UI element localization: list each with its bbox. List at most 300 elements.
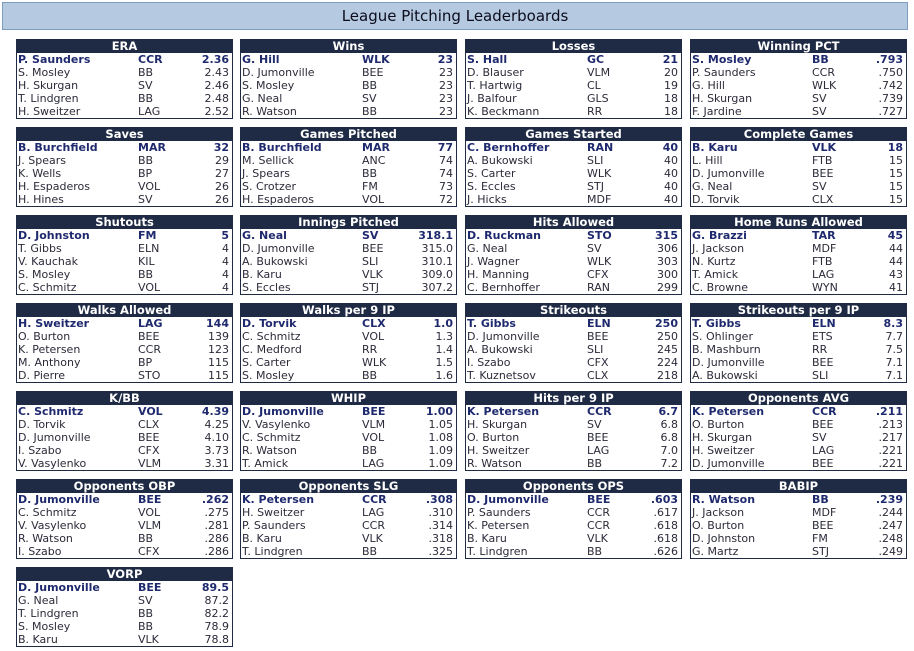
- leaderboard-row: [466, 154, 681, 167]
- stat-value: .310: [428, 506, 453, 519]
- leaderboard-row: [466, 53, 681, 66]
- leaderboard-row: [691, 242, 906, 255]
- team-abbr: CLX: [362, 317, 386, 330]
- leaderboard-row: [691, 141, 906, 154]
- team-abbr: BB: [812, 53, 829, 66]
- team-abbr: SV: [138, 193, 153, 206]
- stat-value: 18: [887, 141, 903, 154]
- leaderboard-row: [691, 268, 906, 281]
- leaderboard-row: [466, 330, 681, 343]
- team-abbr: CCR: [587, 506, 611, 519]
- leaderboard-row: [466, 242, 681, 255]
- player-name: I. Szabo: [467, 356, 511, 369]
- team-abbr: RR: [812, 343, 828, 356]
- stat-value: 40: [664, 180, 678, 193]
- stat-value: 4.39: [201, 405, 229, 418]
- team-abbr: ANC: [362, 154, 386, 167]
- stat-value: 78.9: [204, 620, 229, 633]
- player-name: T. Hartwig: [467, 79, 523, 92]
- team-abbr: VLK: [812, 141, 837, 154]
- team-abbr: VLK: [138, 633, 159, 646]
- leaderboard-row: [691, 532, 906, 545]
- leaderboard-row: [241, 405, 456, 418]
- team-abbr: BB: [362, 444, 378, 457]
- player-name: S. Ohlinger: [692, 330, 753, 343]
- team-abbr: SLI: [587, 154, 604, 167]
- team-abbr: VOL: [362, 330, 385, 343]
- stat-value: 74: [439, 154, 453, 167]
- stat-value: 303: [657, 255, 678, 268]
- team-abbr: VLM: [138, 457, 162, 470]
- stat-value: .618: [653, 532, 678, 545]
- stat-value: .793: [875, 53, 903, 66]
- leaderboard-row: [241, 66, 456, 79]
- team-abbr: SV: [812, 105, 827, 118]
- team-abbr: RAN: [587, 281, 610, 294]
- stat-value: 1.09: [428, 444, 453, 457]
- team-abbr: SLI: [362, 255, 379, 268]
- stat-value: 23: [439, 79, 453, 92]
- team-abbr: BEE: [587, 330, 609, 343]
- leaderboard-row: [241, 268, 456, 281]
- player-name: H. Skurgan: [18, 79, 79, 92]
- leaderboard-era: [16, 39, 233, 119]
- player-name: S. Mosley: [18, 268, 71, 281]
- stat-value: 18: [664, 105, 678, 118]
- team-abbr: SV: [587, 418, 602, 431]
- stat-value: .247: [878, 519, 903, 532]
- player-name: N. Kurtz: [692, 255, 736, 268]
- stat-value: .308: [425, 493, 453, 506]
- leaderboard-row: [17, 92, 232, 105]
- leaderboard-babip: [690, 479, 907, 559]
- leaderboard-opponents-avg: [690, 391, 907, 471]
- player-name: A. Bukowski: [467, 343, 533, 356]
- leaderboard-row: [466, 79, 681, 92]
- player-name: F. Jardine: [692, 105, 742, 118]
- stat-value: 309.0: [421, 268, 453, 281]
- team-abbr: FM: [362, 180, 378, 193]
- player-name: D. Torvik: [18, 418, 66, 431]
- leaderboard-title: Hits per 9 IP: [466, 392, 681, 405]
- leaderboard-row: [466, 493, 681, 506]
- team-abbr: FM: [812, 532, 828, 545]
- leaderboard-row: [241, 506, 456, 519]
- leaderboard-row: [241, 343, 456, 356]
- leaderboard-row: [691, 405, 906, 418]
- leaderboard-title: Home Runs Allowed: [691, 216, 906, 229]
- stat-value: 300: [657, 268, 678, 281]
- player-name: I. Szabo: [18, 545, 62, 558]
- leaderboard-title: Hits Allowed: [466, 216, 681, 229]
- team-abbr: FM: [138, 229, 157, 242]
- player-name: H. Sweitzer: [242, 506, 305, 519]
- leaderboard-row: [241, 141, 456, 154]
- stat-value: 4: [222, 281, 229, 294]
- team-abbr: BB: [138, 620, 154, 633]
- player-name: I. Szabo: [18, 444, 62, 457]
- team-abbr: BEE: [812, 457, 834, 470]
- player-name: G. Martz: [692, 545, 739, 558]
- team-abbr: STJ: [812, 545, 829, 558]
- stat-value: .318: [428, 532, 453, 545]
- player-name: L. Hill: [692, 154, 723, 167]
- stat-value: 26: [215, 180, 229, 193]
- player-name: P. Saunders: [692, 66, 756, 79]
- leaderboard-row: [17, 532, 232, 545]
- leaderboard-title: Complete Games: [691, 128, 906, 141]
- leaderboard-title: Walks Allowed: [17, 304, 232, 317]
- stat-value: 78.8: [204, 633, 229, 646]
- team-abbr: LAG: [812, 444, 835, 457]
- player-name: A. Bukowski: [692, 369, 758, 382]
- stat-value: 45: [887, 229, 903, 242]
- player-name: H. Espaderos: [18, 180, 90, 193]
- team-abbr: WLK: [812, 79, 837, 92]
- player-name: V. Vasylenko: [242, 418, 311, 431]
- player-name: J. Jackson: [692, 242, 745, 255]
- stat-value: 1.08: [428, 431, 453, 444]
- stat-value: 299: [657, 281, 678, 294]
- leaderboard-row: [691, 105, 906, 118]
- player-name: D. Jumonville: [18, 493, 100, 506]
- stat-value: .217: [878, 431, 903, 444]
- player-name: S. Eccles: [242, 281, 291, 294]
- stat-value: 29: [215, 154, 229, 167]
- leaderboard-title: Opponents AVG: [691, 392, 906, 405]
- player-name: D. Jumonville: [242, 405, 324, 418]
- player-name: M. Sellick: [242, 154, 294, 167]
- team-abbr: LAG: [362, 457, 385, 470]
- player-name: K. Beckmann: [467, 105, 540, 118]
- team-abbr: VLK: [362, 532, 383, 545]
- leaderboard-whip: [240, 391, 457, 471]
- player-name: D. Jumonville: [692, 167, 765, 180]
- leaderboard-row: [691, 369, 906, 382]
- team-abbr: CCR: [812, 405, 837, 418]
- leaderboard-row: [466, 229, 681, 242]
- page-title: League Pitching Leaderboards: [2, 2, 908, 30]
- player-name: S. Mosley: [18, 620, 71, 633]
- leaderboard-row: [466, 356, 681, 369]
- player-name: J. Hicks: [467, 193, 507, 206]
- team-abbr: LAG: [138, 105, 161, 118]
- leaderboard-row: [241, 431, 456, 444]
- player-name: B. Mashburn: [692, 343, 761, 356]
- leaderboard-row: [17, 594, 232, 607]
- player-name: D. Jumonville: [18, 581, 100, 594]
- team-abbr: VOL: [362, 193, 385, 206]
- stat-value: 15: [889, 167, 903, 180]
- stat-value: 89.5: [201, 581, 229, 594]
- stat-value: 315.0: [421, 242, 453, 255]
- leaderboard-row: [466, 457, 681, 470]
- team-abbr: STJ: [362, 281, 379, 294]
- player-name: D. Torvik: [692, 193, 740, 206]
- leaderboard-row: [17, 444, 232, 457]
- team-abbr: STO: [138, 369, 161, 382]
- leaderboard-row: [466, 105, 681, 118]
- stat-value: 15: [889, 193, 903, 206]
- team-abbr: BEE: [587, 431, 609, 444]
- leaderboard-row: [17, 519, 232, 532]
- team-abbr: CLX: [812, 193, 834, 206]
- team-abbr: VOL: [138, 506, 161, 519]
- stat-value: 27: [215, 167, 229, 180]
- stat-value: 40: [664, 193, 678, 206]
- stat-value: 1.6: [435, 369, 453, 382]
- team-abbr: SLI: [587, 343, 604, 356]
- leaderboard-row: [691, 493, 906, 506]
- stat-value: 1.0: [433, 317, 453, 330]
- player-name: S. Mosley: [242, 369, 295, 382]
- leaderboard-row: [691, 193, 906, 206]
- stat-value: 2.52: [204, 105, 229, 118]
- team-abbr: CL: [587, 79, 601, 92]
- player-name: O. Burton: [467, 431, 520, 444]
- leaderboard-row: [241, 193, 456, 206]
- stat-value: 310.1: [421, 255, 453, 268]
- team-abbr: FTB: [812, 154, 833, 167]
- team-abbr: MDF: [812, 506, 837, 519]
- team-abbr: CFX: [587, 356, 609, 369]
- leaderboard-row: [466, 255, 681, 268]
- leaderboard-vorp: [16, 567, 233, 647]
- leaderboard-row: [691, 167, 906, 180]
- player-name: C. Medford: [242, 343, 302, 356]
- leaderboard-title: Walks per 9 IP: [241, 304, 456, 317]
- team-abbr: BB: [138, 607, 154, 620]
- stat-value: 4: [222, 242, 229, 255]
- leaderboard-title: VORP: [17, 568, 232, 581]
- player-name: V. Vasylenko: [18, 519, 87, 532]
- stat-value: 306: [657, 242, 678, 255]
- stat-value: 40: [662, 141, 678, 154]
- player-name: G. Brazzi: [692, 229, 747, 242]
- player-name: J. Wagner: [467, 255, 520, 268]
- stat-value: 15: [889, 180, 903, 193]
- player-name: T. Kuznetsov: [467, 369, 536, 382]
- team-abbr: LAG: [138, 317, 163, 330]
- leaderboard-row: [17, 79, 232, 92]
- stat-value: 307.2: [421, 281, 453, 294]
- player-name: S. Mosley: [18, 66, 71, 79]
- leaderboard-k-bb: [16, 391, 233, 471]
- player-name: O. Burton: [18, 330, 71, 343]
- leaderboard-row: [466, 545, 681, 558]
- leaderboard-row: [17, 633, 232, 646]
- leaderboard-row: [241, 330, 456, 343]
- team-abbr: VOL: [138, 180, 161, 193]
- team-abbr: BEE: [138, 330, 160, 343]
- player-name: C. Bernhoffer: [467, 141, 550, 154]
- team-abbr: BEE: [587, 493, 611, 506]
- stat-value: 44: [889, 242, 903, 255]
- player-name: S. Hall: [467, 53, 508, 66]
- team-abbr: CFX: [138, 444, 160, 457]
- stat-value: 23: [439, 66, 453, 79]
- team-abbr: SV: [812, 431, 827, 444]
- stat-value: 5: [221, 229, 229, 242]
- leaderboard-title: Saves: [17, 128, 232, 141]
- stat-value: 1.09: [428, 457, 453, 470]
- player-name: B. Karu: [242, 268, 282, 281]
- leaderboard-row: [466, 532, 681, 545]
- leaderboard-row: [241, 444, 456, 457]
- player-name: K. Petersen: [18, 343, 81, 356]
- stat-value: 41: [889, 281, 903, 294]
- stat-value: 44: [889, 255, 903, 268]
- leaderboard-row: [691, 53, 906, 66]
- leaderboard-row: [241, 154, 456, 167]
- team-abbr: BB: [362, 167, 378, 180]
- stat-value: 6.7: [658, 405, 678, 418]
- team-abbr: VLK: [362, 268, 383, 281]
- player-name: C. Browne: [692, 281, 748, 294]
- player-name: T. Gibbs: [467, 317, 516, 330]
- player-name: O. Burton: [692, 418, 745, 431]
- leaderboard-opponents-ops: [465, 479, 682, 559]
- leaderboard-row: [691, 281, 906, 294]
- stat-value: 3.31: [204, 457, 229, 470]
- leaderboard-row: [466, 92, 681, 105]
- leaderboard-winning-pct: [690, 39, 907, 119]
- team-abbr: BEE: [362, 405, 386, 418]
- stat-value: .286: [204, 545, 229, 558]
- leaderboard-row: [466, 369, 681, 382]
- stat-value: 7.1: [885, 369, 903, 382]
- stat-value: 224: [657, 356, 678, 369]
- team-abbr: WLK: [587, 167, 612, 180]
- leaderboard-hits-per-9-ip: [465, 391, 682, 471]
- player-name: H. Sweitzer: [467, 444, 530, 457]
- stat-value: .325: [428, 545, 453, 558]
- stat-value: 87.2: [204, 594, 229, 607]
- player-name: K. Petersen: [467, 519, 530, 532]
- leaderboard-row: [17, 506, 232, 519]
- leaderboard-row: [17, 105, 232, 118]
- player-name: S. Eccles: [467, 180, 516, 193]
- leaderboard-row: [691, 79, 906, 92]
- stat-value: .742: [878, 79, 903, 92]
- stat-value: 1.5: [435, 356, 453, 369]
- player-name: G. Neal: [467, 242, 508, 255]
- player-name: V. Vasylenko: [18, 457, 87, 470]
- player-name: R. Watson: [18, 532, 73, 545]
- player-name: D. Jumonville: [242, 242, 315, 255]
- team-abbr: BP: [138, 356, 153, 369]
- stat-value: 2.46: [204, 79, 229, 92]
- leaderboard-row: [466, 405, 681, 418]
- team-abbr: BEE: [812, 167, 834, 180]
- team-abbr: BEE: [812, 356, 834, 369]
- player-name: V. Kauchak: [18, 255, 78, 268]
- team-abbr: WLK: [587, 255, 612, 268]
- stat-value: .618: [653, 519, 678, 532]
- player-name: B. Karu: [242, 532, 282, 545]
- leaderboard-row: [466, 268, 681, 281]
- player-name: D. Torvik: [242, 317, 297, 330]
- team-abbr: BEE: [812, 418, 834, 431]
- team-abbr: SV: [812, 92, 827, 105]
- stat-value: 32: [213, 141, 229, 154]
- team-abbr: VLM: [362, 418, 386, 431]
- team-abbr: CFX: [138, 545, 160, 558]
- stat-value: 74: [439, 167, 453, 180]
- player-name: H. Skurgan: [692, 431, 753, 444]
- leaderboard-row: [17, 330, 232, 343]
- leaderboard-row: [691, 154, 906, 167]
- leaderboard-row: [466, 431, 681, 444]
- leaderboard-row: [466, 519, 681, 532]
- stat-value: .244: [878, 506, 903, 519]
- leaderboard-opponents-obp: [16, 479, 233, 559]
- team-abbr: BB: [362, 545, 378, 558]
- player-name: H. Skurgan: [692, 92, 753, 105]
- stat-value: .211: [875, 405, 903, 418]
- stat-value: 139: [208, 330, 229, 343]
- team-abbr: KIL: [138, 255, 155, 268]
- leaderboard-row: [241, 418, 456, 431]
- player-name: G. Hill: [242, 53, 280, 66]
- stat-value: .248: [878, 532, 903, 545]
- team-abbr: BB: [362, 79, 378, 92]
- stat-value: 1.05: [428, 418, 453, 431]
- leaderboard-row: [17, 167, 232, 180]
- team-abbr: ETS: [812, 330, 833, 343]
- player-name: H. Sweitzer: [18, 105, 81, 118]
- player-name: J. Balfour: [467, 92, 517, 105]
- team-abbr: BP: [138, 167, 153, 180]
- leaderboard-row: [17, 141, 232, 154]
- player-name: D. Johnston: [18, 229, 90, 242]
- stat-value: .727: [878, 105, 903, 118]
- stat-value: 115: [208, 369, 229, 382]
- team-abbr: SV: [362, 229, 379, 242]
- leaderboard-row: [466, 506, 681, 519]
- team-abbr: WYN: [812, 281, 838, 294]
- team-abbr: MDF: [812, 242, 837, 255]
- leaderboard-row: [466, 317, 681, 330]
- player-name: T. Lindgren: [18, 607, 79, 620]
- team-abbr: ELN: [812, 317, 836, 330]
- player-name: K. Petersen: [242, 493, 315, 506]
- leaderboard-row: [466, 418, 681, 431]
- leaderboard-row: [17, 343, 232, 356]
- stat-value: 7.5: [885, 343, 903, 356]
- stat-value: .221: [878, 457, 903, 470]
- team-abbr: VLK: [587, 532, 608, 545]
- team-abbr: CCR: [587, 405, 612, 418]
- player-name: S. Mosley: [242, 79, 295, 92]
- stat-value: 318.1: [418, 229, 453, 242]
- team-abbr: CCR: [587, 519, 611, 532]
- player-name: S. Mosley: [692, 53, 752, 66]
- player-name: R. Watson: [467, 457, 522, 470]
- stat-value: .739: [878, 92, 903, 105]
- player-name: O. Burton: [692, 519, 745, 532]
- stat-value: .286: [204, 532, 229, 545]
- team-abbr: CCR: [812, 66, 836, 79]
- stat-value: 77: [437, 141, 453, 154]
- leaderboard-row: [466, 193, 681, 206]
- stat-value: 4: [222, 255, 229, 268]
- player-name: J. Spears: [18, 154, 66, 167]
- player-name: A. Bukowski: [467, 154, 533, 167]
- team-abbr: CCR: [362, 519, 386, 532]
- team-abbr: VLM: [587, 66, 611, 79]
- leaderboard-shutouts: [16, 215, 233, 295]
